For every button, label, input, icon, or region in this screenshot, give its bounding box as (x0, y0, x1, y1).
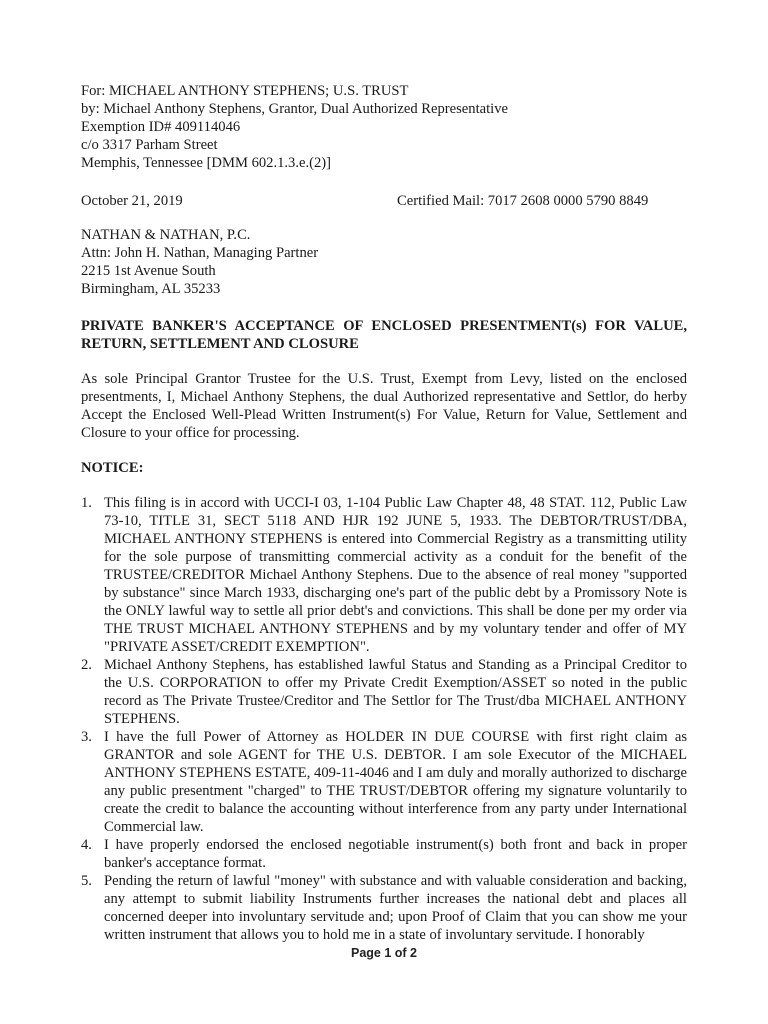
page-number-footer: Page 1 of 2 (351, 946, 417, 960)
recipient-line: 2215 1st Avenue South (81, 263, 216, 279)
list-item (81, 728, 687, 836)
sender-line: Exemption ID# 409114046 (81, 119, 241, 135)
list-item (81, 836, 687, 872)
sender-line: For: MICHAEL ANTHONY STEPHENS; U.S. TRUST (81, 83, 409, 99)
list-item (81, 656, 687, 728)
list-item (81, 494, 687, 656)
notice-heading: NOTICE: (81, 460, 144, 476)
recipient-line: NATHAN & NATHAN, P.C. (81, 227, 251, 243)
notice-list (81, 494, 687, 944)
list-item-number: 4. (81, 837, 92, 853)
sender-line: by: Michael Anthony Stephens, Grantor, Dual Authorized Representative (81, 101, 508, 117)
list-item-text: This filing is in accord with UCCI-I 03, 1-104 Public Law Chapter 48, 48 STAT. 112, Public Law 73-10, TITLE 31, SECT 5118 AND HJR 192 JUNE 5, 1933. The DEBTOR/TRUST/DBA, MICHAEL ANTHONY STEPHENS is entered into Commercial Registry as a transmitting utility for the sole purpose of transmitting commercial activity as a conduit for the benefit of the TRUSTEE/CREDITOR Michael Anthony Stephens. Due to the absence of real money "supported by substance" since March 1933, discharging one's part of the public debt by a Promissory Note is the ONLY lawful way to settle all prior debt's and convictions. This shall be done per my order via THE TRUST MICHAEL ANTHONY STEPHENS and by my voluntary tender and offer of MY "PRIVATE ASSET/CREDIT EXEMPTION". (104, 495, 687, 655)
intro-paragraph: As sole Principal Grantor Trustee for the U.S. Trust, Exempt from Levy, listed on the enclosed presentments, I, Michael Anthony Stephens, the dual Authorized representative and Settlor, do herby Accept the Enclosed Well-Plead Written Instrument(s) For Value, Return for Value, Settlement and Closure to your office for processing. (81, 371, 687, 441)
letter-date: October 21, 2019 (81, 193, 183, 209)
sender-line: Memphis, Tennessee [DMM 602.1.3.e.(2)] (81, 155, 332, 171)
list-item-number: 3. (81, 729, 92, 745)
recipient-block (81, 226, 687, 298)
certified-mail-number: Certified Mail: 7017 2608 0000 5790 8849 (397, 193, 649, 209)
list-item-number: 1. (81, 495, 92, 511)
list-item (81, 872, 687, 944)
list-item-number: 2. (81, 657, 92, 673)
list-item-text: Pending the return of lawful "money" with substance and with valuable consideration and backing, any attempt to submit liability Instruments further increases the national debt and places all concerned deeper into involuntary servitude and; upon Proof of Claim that you can show me your written instrument that allows you to hold me in a state of involuntary servitude. I honorably (104, 873, 687, 943)
list-item-text: I have the full Power of Attorney as HOLDER IN DUE COURSE with first right claim as GRANTOR and sole AGENT for THE U.S. DEBTOR. I am sole Executor of the MICHAEL ANTHONY STEPHENS ESTATE, 409-11-4046 and I am duly and morally authorized to discharge any public presentment "charged" to THE TRUST/DEBTOR offering my signature voluntarily to create the credit to balance the accounting without interference from any party under International Commercial law. (104, 729, 687, 835)
date-row (81, 192, 687, 210)
list-item-text: I have properly endorsed the enclosed negotiable instrument(s) both front and back in proper banker's acceptance format. (104, 837, 687, 871)
recipient-line: Birmingham, AL 35233 (81, 281, 221, 297)
sender-line: c/o 3317 Parham Street (81, 137, 218, 153)
list-item-number: 5. (81, 873, 92, 889)
list-item-text: Michael Anthony Stephens, has established lawful Status and Standing as a Principal Creditor to the U.S. CORPORATION to offer my Private Credit Exemption/ASSET so noted in the public record as The Private Trustee/Creditor and The Settlor for The Trust/dba MICHAEL ANTHONY STEPHENS. (104, 657, 687, 727)
recipient-line: Attn: John H. Nathan, Managing Partner (81, 245, 319, 261)
sender-block (81, 82, 687, 172)
document-title: PRIVATE BANKER'S ACCEPTANCE OF ENCLOSED PRESENTMENT(s) FOR VALUE, RETURN, SETTLEMENT AND CLOSURE (81, 318, 687, 352)
